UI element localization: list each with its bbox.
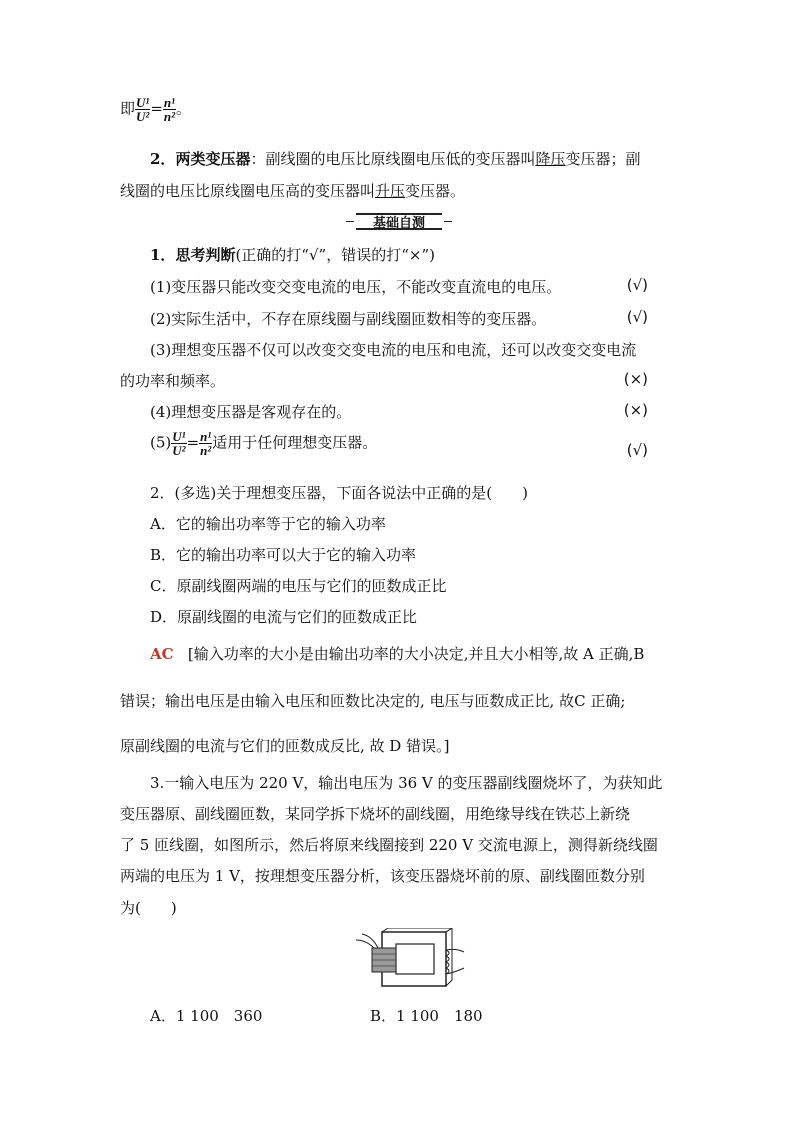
u1: U¹ bbox=[136, 95, 150, 110]
judge-1 bbox=[150, 276, 561, 297]
judge-2 bbox=[150, 308, 546, 329]
j5-n2: n² bbox=[200, 443, 212, 458]
q2-exp1: [输入功率的大小是由输出功率的大小决定,并且大小相等,故 A 正确,B bbox=[187, 645, 645, 663]
q2-option-d: D．原副线圈的电流与它们的匝数成正比 bbox=[150, 608, 418, 626]
u2: U² bbox=[136, 109, 150, 124]
judge-5-u-ratio bbox=[171, 430, 186, 457]
judge-3-text: (3)理想变压器不仅可以改变交变电流的电压和电流，还可以改变交变电流 bbox=[150, 341, 637, 359]
q1-heading bbox=[150, 244, 435, 265]
q2-stem: 2．(多选)关于理想变压器，下面各说法中正确的是( ) bbox=[150, 484, 528, 502]
item2-text2: 变压器；副 bbox=[565, 150, 641, 168]
q1-number: 1． bbox=[150, 246, 176, 264]
q2-option-a: A．它的输出功率等于它的输入功率 bbox=[150, 515, 386, 533]
judge-3-mark: (×) bbox=[623, 370, 648, 388]
j5-equals: = bbox=[186, 433, 200, 452]
q3-line4: 两端的电压为 1 V，按理想变压器分析，该变压器烧坏前的原、副线圈匝数分别 bbox=[120, 867, 645, 885]
q2-option-c: C．原副线圈两端的电压与它们的匝数成正比 bbox=[150, 577, 447, 595]
n2: n² bbox=[163, 109, 176, 124]
banner-label: 基础自测 bbox=[372, 216, 425, 231]
intro-prefix: 即 bbox=[120, 99, 136, 118]
item2-underlined-2: 升压 bbox=[375, 182, 406, 200]
intro-formula bbox=[120, 96, 191, 123]
q1-hint: (正确的打“√”，错误的打“×”) bbox=[235, 246, 435, 264]
judge-3 bbox=[150, 339, 636, 360]
judge-5-n-ratio bbox=[199, 430, 212, 457]
formula-n-ratio bbox=[163, 96, 176, 123]
item2-text1: ：副线圈的电压比原线圈电压低的变压器叫 bbox=[250, 150, 536, 168]
item2-line2b: 变压器。 bbox=[405, 182, 466, 200]
q2-explanation-line2: 错误；输出电压是由输入电压和匝数比决定的, 电压与匝数成正比, 故C 正确; bbox=[120, 692, 626, 710]
j5-u1: U¹ bbox=[172, 429, 186, 444]
q1-title: 思考判断 bbox=[175, 246, 236, 264]
item2-line2 bbox=[120, 180, 465, 201]
j5-u2: U² bbox=[172, 443, 186, 458]
q3-line3: 了 5 匝线圈，如图所示，然后将原来线圈接到 220 V 交流电源上，测得新绕线圈 bbox=[120, 836, 658, 854]
judge-4 bbox=[150, 401, 351, 422]
judge-3-text2: 的功率和频率。 bbox=[120, 372, 226, 390]
judge-5-suffix: 适用于任何理想变压器。 bbox=[212, 433, 378, 452]
q2-option-b: B．它的输出功率可以大于它的输入功率 bbox=[150, 546, 417, 564]
equals: = bbox=[150, 99, 163, 118]
judge-2-mark: (√) bbox=[626, 308, 648, 326]
judge-2-text: (2)实际生活中，不存在原线圈与副线圈匝数相等的变压器。 bbox=[150, 310, 547, 328]
q2-explanation-line3: 原副线圈的电流与它们的匝数成反比, 故 D 错误。] bbox=[120, 737, 450, 755]
item2-line2a: 线圈的电压比原线圈电压高的变压器叫 bbox=[120, 182, 376, 200]
q3-line1: 3.一输入电压为 220 V，输出电压为 36 V 的变压器副线圈烧坏了，为获知此 bbox=[150, 774, 663, 792]
item2-number: 2． bbox=[150, 150, 176, 168]
q3-option-a: A．1 100 360 bbox=[150, 1007, 263, 1025]
judge-1-text: (1)变压器只能改变交变电流的电压，不能改变直流电的电压。 bbox=[150, 278, 562, 296]
item2-line1 bbox=[150, 148, 641, 169]
q3-line2: 变压器原、副线圈匝数，某同学拆下烧坏的副线圈，用绝缘导线在铁芯上新绕 bbox=[120, 805, 631, 823]
transformer-figure bbox=[352, 928, 476, 990]
section-banner bbox=[356, 213, 442, 230]
j5-n1: n¹ bbox=[200, 429, 212, 444]
formula-u-ratio bbox=[135, 96, 150, 123]
item2-underlined-1: 降压 bbox=[535, 150, 566, 168]
judge-5-prefix: (5) bbox=[150, 433, 172, 452]
judge-3-cont bbox=[120, 370, 225, 391]
intro-end: 。 bbox=[176, 99, 192, 118]
q3-line5: 为( ) bbox=[120, 899, 177, 917]
judge-4-text: (4)理想变压器是客观存在的。 bbox=[150, 403, 352, 421]
judge-1-mark: (√) bbox=[626, 276, 648, 294]
q3-option-b: B．1 100 180 bbox=[370, 1007, 483, 1025]
judge-5-mark: (√) bbox=[626, 441, 648, 459]
judge-4-mark: (×) bbox=[623, 401, 648, 419]
n1: n¹ bbox=[163, 95, 176, 110]
q2-explanation-line1 bbox=[150, 643, 644, 664]
q2-answer: AC bbox=[150, 645, 174, 663]
item2-title: 两类变压器 bbox=[175, 150, 251, 168]
judge-5 bbox=[150, 430, 377, 457]
